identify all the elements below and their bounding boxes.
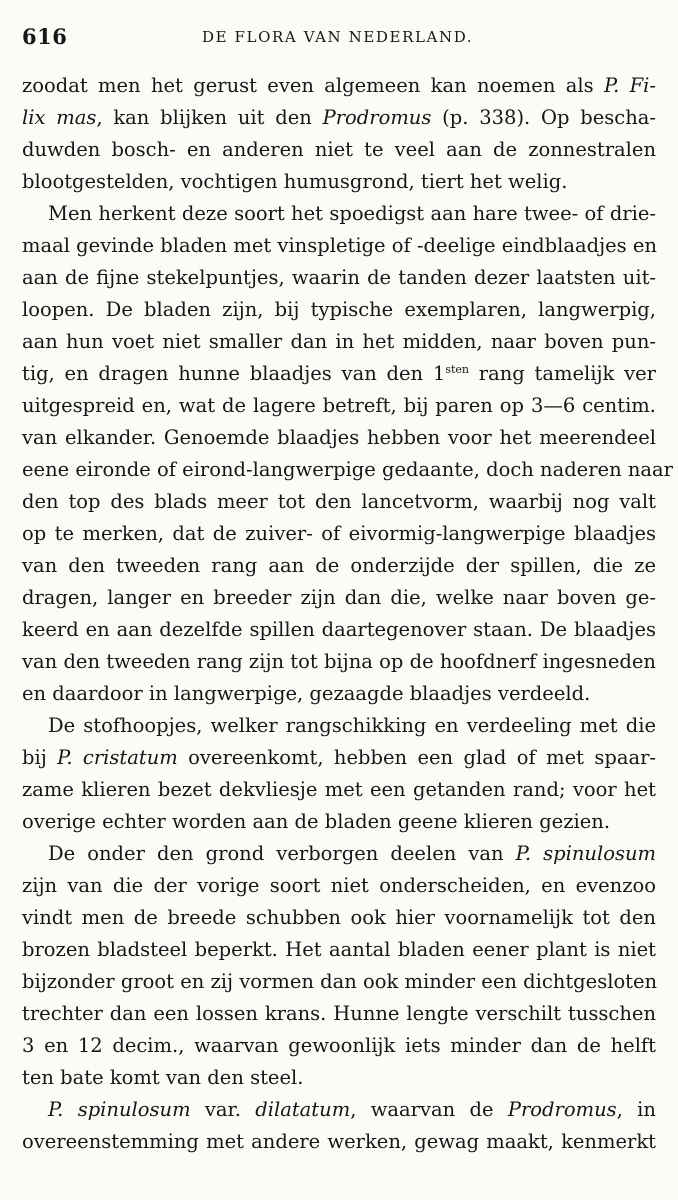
italic-text: dilatatum	[255, 1098, 351, 1121]
text-span: dragen, langer en breeder zijn dan die, welke naar boven ge-	[22, 586, 656, 609]
text-span: var.	[190, 1098, 256, 1121]
text-line	[22, 166, 656, 198]
text-span: , waarvan de	[350, 1098, 508, 1121]
text-span: ten bate komt van den steel.	[22, 1066, 304, 1089]
text-line	[22, 454, 673, 486]
text-span: uitgespreid en, wat de lagere betreft, bij paren op 3—6 centim.	[22, 394, 656, 417]
text-span: Men herkent deze soort het spoedigst aan hare twee- of drie-	[48, 202, 656, 225]
text-line	[22, 582, 656, 614]
text-span: blootgestelden, vochtigen humusgrond, tiert het welig.	[22, 170, 568, 193]
italic-text: lix mas	[22, 106, 97, 129]
text-line	[22, 742, 656, 774]
text-span: van den tweeden rang aan de onderzijde der spillen, die ze	[22, 554, 656, 577]
text-line	[22, 230, 656, 262]
text-line	[22, 518, 656, 550]
text-span: brozen bladsteel beperkt. Het aantal bladen eener plant is niet	[22, 938, 656, 961]
text-line	[22, 262, 656, 294]
page-header	[22, 24, 656, 50]
text-span: vindt men de breede schubben ook hier voornamelijk tot den	[22, 906, 656, 929]
italic-text: P. cristatum	[57, 746, 178, 769]
text-span: zijn van die der vorige soort niet onderscheiden, en evenzoo	[22, 874, 656, 897]
text-span: aan hun voet niet smaller dan in het midden, naar boven pun-	[22, 330, 656, 353]
text-span: zame klieren bezet dekvliesje met een getanden rand; voor het	[22, 778, 656, 801]
text-line	[22, 902, 656, 934]
text-line	[22, 326, 656, 358]
text-span: tig, en dragen hunne blaadjes van den 1	[22, 362, 446, 385]
text-span: overeenkomt, hebben een glad of met spaar-	[177, 746, 656, 769]
text-line	[22, 934, 656, 966]
text-line	[22, 998, 656, 1030]
text-line	[22, 966, 656, 998]
text-line	[22, 390, 656, 422]
text-span: zoodat men het gerust even algemeen kan noemen als	[22, 74, 604, 97]
page-number: 616	[22, 24, 68, 49]
text-span: overige echter worden aan de bladen geene klieren gezien.	[22, 810, 611, 833]
text-line	[22, 614, 656, 646]
text-span: keerd en aan dezelfde spillen daartegenover staan. De blaadjes	[22, 618, 656, 641]
text-span: rang tamelijk ver	[468, 362, 657, 385]
text-line	[22, 198, 656, 230]
text-span: 3 en 12 decim., waarvan gewoonlijk iets minder dan de helft	[22, 1034, 656, 1057]
text-span: trechter dan een lossen krans. Hunne lengte verschilt tusschen	[22, 1002, 656, 1025]
text-line	[22, 774, 656, 806]
text-span: en daardoor in langwerpige, gezaagde blaadjes verdeeld.	[22, 682, 591, 705]
text-span: aan de fijne stekelpuntjes, waarin de tanden dezer laatsten uit-	[22, 266, 656, 289]
text-line	[22, 710, 656, 742]
text-line	[22, 1030, 656, 1062]
text-line	[22, 1126, 656, 1158]
text-line	[22, 486, 656, 518]
text-span: loopen. De bladen zijn, bij typische exemplaren, langwerpig,	[22, 298, 656, 321]
text-span: op te merken, dat de zuiver- of eivormig-langwerpige blaadjes	[22, 522, 656, 545]
text-line	[22, 678, 656, 710]
text-span: , in	[616, 1098, 656, 1121]
text-line	[22, 646, 656, 678]
text-span: De stofhoopjes, welker rangschikking en verdeeling met die	[48, 714, 656, 737]
text-line	[22, 358, 656, 390]
text-span: overeenstemming met andere werken, gewag maakt, kenmerkt	[22, 1130, 656, 1153]
text-span: maal gevinde bladen met vinspletige of -deelige eindblaadjes en	[22, 234, 657, 257]
running-title: DE FLORA VAN NEDERLAND.	[202, 28, 474, 46]
italic-text: P. Fi-	[603, 74, 656, 97]
text-span: van elkander. Genoemde blaadjes hebben voor het meerendeel	[22, 426, 656, 449]
text-span: bijzonder groot en zij vormen dan ook minder een dichtgesloten	[22, 970, 658, 993]
text-line	[22, 1062, 656, 1094]
text-span: (p. 338). Op bescha-	[431, 106, 656, 129]
text-span: , kan blijken uit den	[96, 106, 323, 129]
italic-text: Prodromus	[507, 1098, 617, 1121]
text-line	[22, 70, 656, 102]
superscript: sten	[445, 363, 469, 376]
italic-text: Prodromus	[322, 106, 432, 129]
text-span: De onder den grond verborgen deelen van	[48, 842, 516, 865]
text-line	[22, 838, 656, 870]
text-line	[22, 294, 656, 326]
text-line	[22, 422, 656, 454]
text-span: duwden bosch- en anderen niet te veel aan de zonnestralen	[22, 138, 656, 161]
text-line	[22, 102, 656, 134]
text-line	[22, 134, 656, 166]
text-span: den top des blads meer tot den lancetvorm, waarbij nog valt	[22, 490, 656, 513]
text-span: eene eironde of eirond-langwerpige gedaante, doch naderen naar	[22, 458, 673, 481]
italic-text: P. spinulosum	[48, 1098, 191, 1121]
text-span: van den tweeden rang zijn tot bijna op de hoofdnerf ingesneden	[22, 650, 656, 673]
text-line	[22, 806, 656, 838]
text-line	[22, 1094, 656, 1126]
italic-text: P. spinulosum	[515, 842, 656, 865]
text-line	[22, 550, 656, 582]
text-line	[22, 870, 656, 902]
body-text	[22, 70, 673, 1158]
text-span: bij	[22, 746, 58, 769]
